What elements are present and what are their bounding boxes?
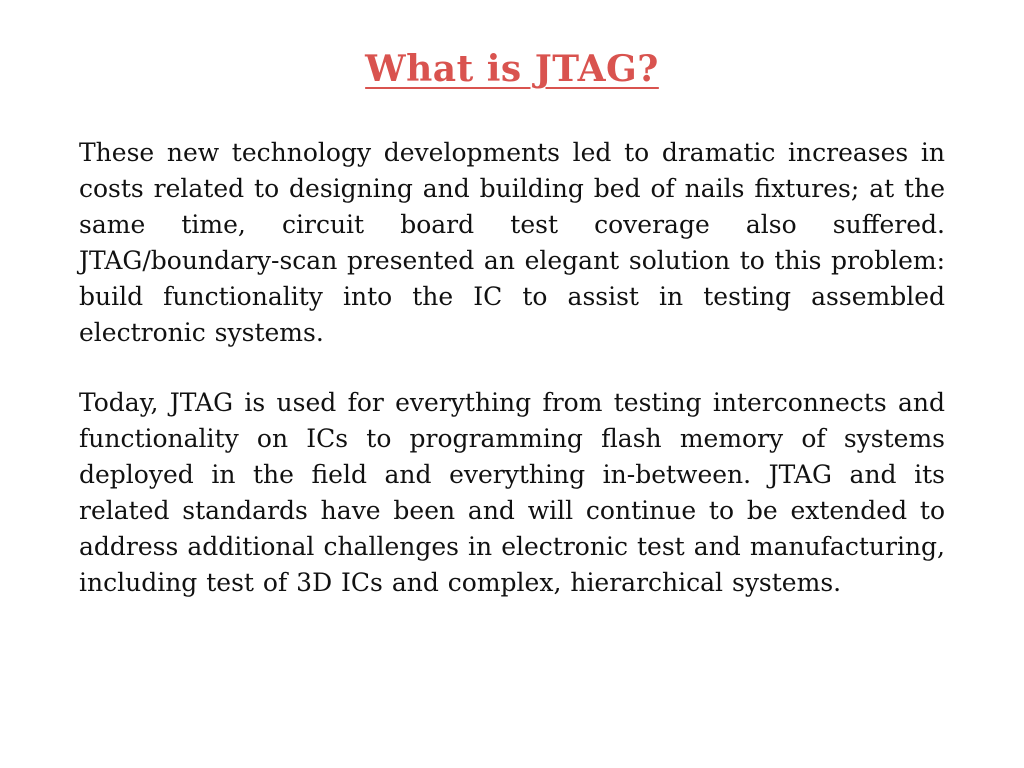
paragraph-2: Today, JTAG is used for everything from testing interconnects and functionality on ICs to programming flash memory of systems deployed in the field and everything in-between. JTAG and its related standards have been and will continue to be extended to address additional challenges in electronic test and manufacturing, including test of 3D ICs and complex, hierarchical systems. [79, 388, 945, 597]
slide-title-text: What is JTAG? [365, 48, 659, 90]
paragraph-1: These new technology developments led to dramatic increases in costs related to designing and building bed of nails fixtures; at the same time, circuit board test coverage also suffered. JTAG/boundary-scan presented an elegant solution to this problem: build functionality into the IC to assist in testing assembled electronic systems. [79, 138, 945, 347]
slide-title [0, 44, 1024, 94]
